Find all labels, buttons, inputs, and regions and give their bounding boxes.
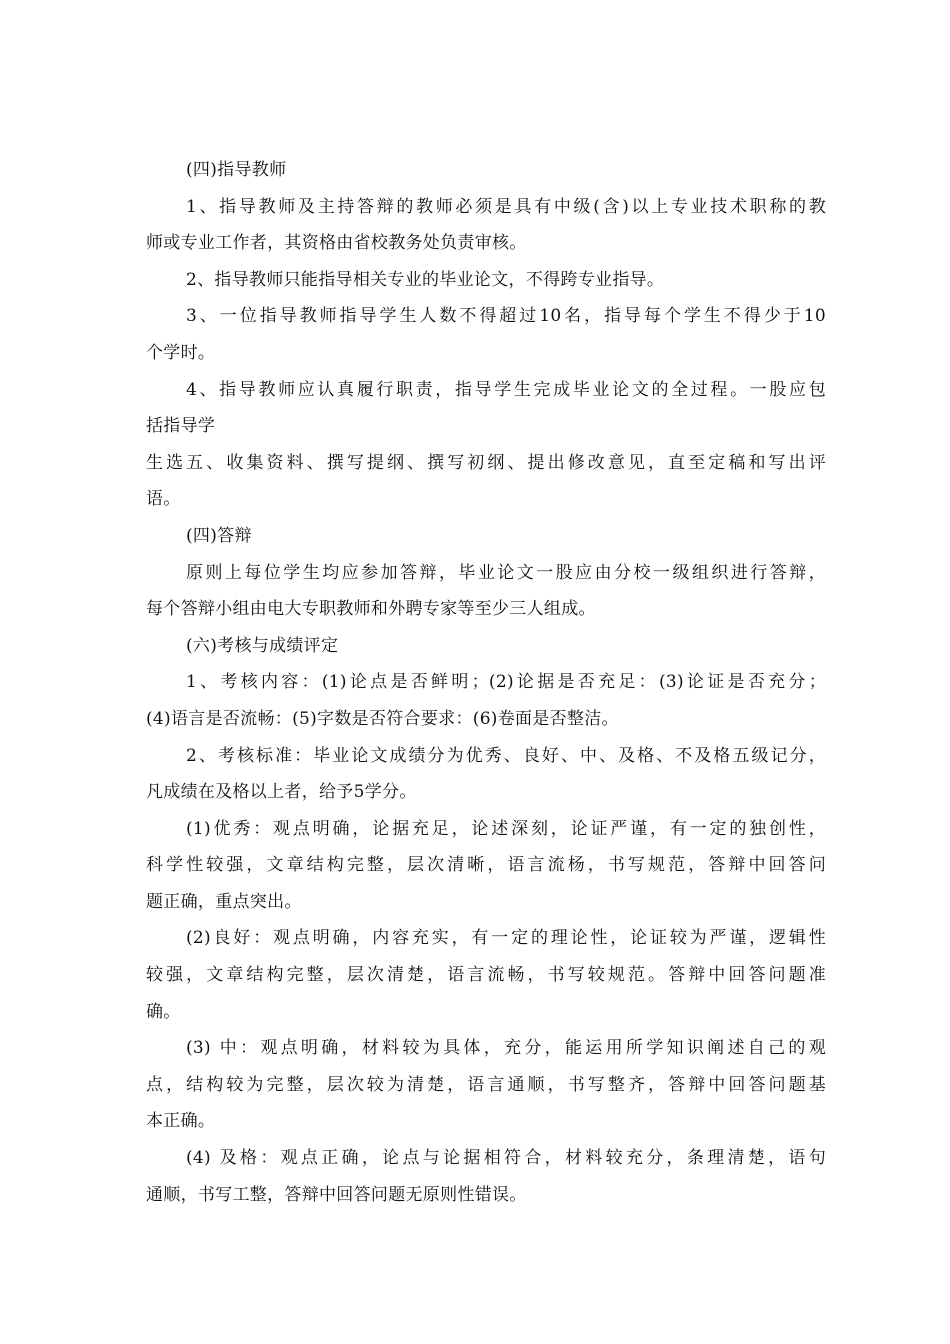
text-line: 个学时。 <box>146 342 216 363</box>
text-line: (1)优秀：观点明确，论据充足，论述深刻，论证严谨，有一定的独创性， <box>186 818 826 839</box>
document-body <box>146 152 826 1213</box>
text-line: 确。 <box>146 1001 181 1022</box>
text-line: 题正确，重点突出。 <box>146 891 302 912</box>
text-line: 通顺，书写工整，答辩中回答问题无原则性错误。 <box>146 1184 527 1205</box>
text-line: (4)语言是否流畅：(5)字数是否符合要求：(6)卷面是否整洁。 <box>146 708 619 729</box>
text-line: (四)指导教师 <box>186 160 287 180</box>
text-line: 点，结构较为完整，层次较为清楚，语言通顺，书写整齐，答辩中回答问题基 <box>146 1074 826 1095</box>
text-line: 师或专业工作者，其资格由省校教务处负责审核。 <box>146 233 527 254</box>
text-line: 科学性较强，文章结构完整，层次清晰，语言流杨，书写规范，答辩中回答问 <box>146 855 826 876</box>
text-line: 生选五、收集资料、撰写提纲、撰写初纲、提出修改意见，直至定稿和写出评 <box>146 452 826 473</box>
text-line: (3) 中：观点明确，材料较为具体，充分，能运用所学知识阐述自己的观 <box>186 1038 826 1059</box>
text-line: 1、指导教师及主持答辩的教师必须是具有中级(含)以上专业技术职称的教 <box>186 196 826 217</box>
text-line: 2、指导教师只能指导相关专业的毕业论文，不得跨专业指导。 <box>186 269 665 290</box>
text-line: (4) 及格：观点正确，论点与论据相符合，材料较充分，条理清楚，语句 <box>186 1148 826 1169</box>
text-line: 每个答辩小组由电大专职教师和外聘专家等至少三人组成。 <box>146 599 596 620</box>
text-line: 括指导学 <box>146 416 216 437</box>
text-line: 原则上每位学生均应参加答辩，毕业论文一股应由分校一级组织进行答辩， <box>186 562 826 583</box>
text-line: (2)良好：观点明确，内容充实，有一定的理论性，论证较为严谨，逻辑性 <box>186 928 826 949</box>
text-line: (六)考核与成绩评定 <box>186 635 339 656</box>
text-line: 凡成绩在及格以上者，给予5学分。 <box>146 782 417 803</box>
text-line: 3、一位指导教师指导学生人数不得超过10名，指导每个学生不得少于10 <box>186 306 826 327</box>
text-line: 4、指导教师应认真履行职责，指导学生完成毕业论文的全过程。一股应包 <box>186 379 826 400</box>
text-line: 本正确。 <box>146 1111 216 1132</box>
text-line: (四)答辩 <box>186 525 252 546</box>
text-line: 语。 <box>146 489 181 510</box>
text-line: 1、考核内容：(1)论点是否鲜明；(2)论据是否充足：(3)论证是否充分； <box>186 672 826 693</box>
text-line: 较强，文章结构完整，层次清楚，语言流畅，书写较规范。答辩中回答问题准 <box>146 965 826 986</box>
text-line: 2、考核标准：毕业论文成绩分为优秀、良好、中、及格、不及格五级记分， <box>186 745 826 766</box>
